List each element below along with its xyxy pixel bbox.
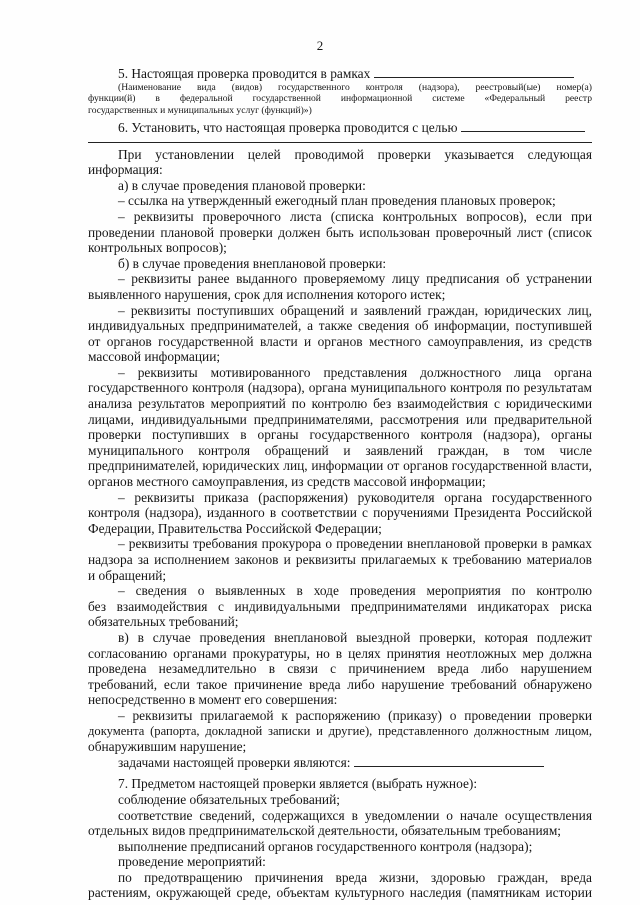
text-line: без взаимодействия с индивидуальными предпринимателями индикаторах риска bbox=[88, 598, 592, 614]
text-line: надзора за исполнением законов и реквизиты прилагаемых к требованию материалов bbox=[88, 552, 592, 568]
text-line: б) в случае проведения внеплановой проверки: bbox=[118, 255, 387, 271]
text-line: – ссылка на утвержденный ежегодный план проведения плановых проверок; bbox=[118, 193, 556, 209]
text-line: растениям, окружающей среде, объектам культурного наследия (памятникам истории bbox=[88, 885, 592, 901]
text-line: соответствие сведений, содержащихся в уведомлении о начале осуществления bbox=[118, 807, 592, 823]
page-number: 2 bbox=[316, 38, 324, 53]
text-line: отдельных видов предпринимательской деятельности, обязательным требованиям; bbox=[88, 823, 562, 839]
text-line: в) в случае проведения внеплановой выездной проверки, которая подлежит bbox=[118, 629, 592, 645]
tasks-line bbox=[88, 755, 592, 771]
footnote-line: функции(й) в федеральной государственной информационной системе «Федеральный реестр bbox=[88, 93, 592, 105]
text-line: – реквизиты приказа (распоряжения) руководителя органа государственного bbox=[118, 489, 592, 505]
text-line: проверки поступивших в органы государственного контроля (надзора), органы bbox=[88, 427, 592, 443]
text-line: контроля (надзора), изданного в соответствии с поручениями Президента Российской bbox=[88, 505, 592, 521]
text-line: согласованию органами прокуратуры, но в целях принятия неотложных мер должна bbox=[88, 645, 592, 661]
text-line: проведении плановой проверки должен быть использован проверочный лист (список bbox=[88, 224, 592, 240]
text-line: от органов государственной власти и органов местного самоуправления, из средств bbox=[88, 333, 592, 349]
blank-line bbox=[354, 756, 544, 767]
clause-6-line bbox=[88, 120, 592, 136]
text-line: непосредственно в момент его совершения: bbox=[88, 692, 338, 708]
clause-5-text: 5. Настоящая проверка проводится в рамках bbox=[118, 66, 371, 81]
text-line: предпринимателей, юридических лиц, информации от органов государственной власти, bbox=[88, 458, 592, 474]
footnote-line: (Наименование вида (видов) государственного контроля (надзора), реестровый(ые) номер(а) bbox=[118, 81, 592, 93]
text-line: по предотвращению причинения вреда жизни, здоровью граждан, вреда bbox=[118, 869, 592, 885]
text-line: государственного контроля (надзора), органа муниципального контроля по результатам bbox=[88, 380, 592, 396]
text-line: индивидуальных предпринимателей, а также сведения об информации, поступившей bbox=[88, 318, 592, 334]
text-line: – реквизиты требования прокурора о проведении внеплановой проверки в рамках bbox=[118, 536, 592, 552]
document-body bbox=[88, 66, 592, 901]
text-line: – реквизиты проверочного листа (списка контрольных вопросов), если при bbox=[118, 208, 592, 224]
text-line: органов местного самоуправления, из средств массовой информации; bbox=[88, 474, 486, 490]
clause-7-line: 7. Предметом настоящей проверки является (выбрать нужное): bbox=[118, 776, 478, 792]
text-line: Федерации, Правительства Российской Федерации; bbox=[88, 520, 382, 536]
tasks-text: задачами настоящей проверки являются: bbox=[118, 754, 351, 770]
text-line: – реквизиты мотивированного представления должностного лица органа bbox=[118, 364, 592, 380]
text-line: обнаружившим нарушение; bbox=[88, 739, 247, 755]
text-line: обязательных требований; bbox=[88, 614, 239, 630]
text-line: документа (рапорта, докладной записки и другие), представленного должностным лицом, bbox=[88, 723, 592, 738]
text-line: а) в случае проведения плановой проверки: bbox=[118, 177, 366, 193]
text-line: проведение мероприятий: bbox=[118, 854, 266, 870]
text-line: – реквизиты прилагаемой к распоряжению (приказу) о проведении проверки bbox=[118, 707, 592, 723]
blank-line bbox=[461, 121, 585, 132]
clause-6-text: 6. Установить, что настоящая проверка проводится с целью bbox=[118, 119, 458, 135]
text-line: и обращений; bbox=[88, 567, 167, 583]
text-line: При установлении целей проводимой проверки указывается следующая bbox=[118, 146, 592, 162]
text-line: – реквизиты ранее выданного проверяемому лицу предписания об устранении bbox=[118, 271, 592, 287]
text-line: соблюдение обязательных требований; bbox=[118, 791, 340, 807]
text-line: проведена незамедлительно в связи с причинением вреда либо нарушением bbox=[88, 661, 592, 677]
text-line: – сведения о выявленных в ходе проведения мероприятия по контролю bbox=[118, 583, 592, 599]
text-line: выявленного нарушения, срок для исполнения которого истек; bbox=[88, 286, 446, 302]
text-line: требований, если такое причинение вреда либо нарушение требований обнаружено bbox=[88, 676, 592, 692]
blank-line bbox=[374, 67, 574, 78]
text-line: лицами, индивидуальными предпринимателями, рассмотрения или предварительной bbox=[88, 411, 592, 427]
text-line: – реквизиты поступивших обращений и заявлений граждан, юридических лиц, bbox=[118, 302, 592, 318]
text-line: информация: bbox=[88, 162, 163, 178]
text-line: контрольных вопросов); bbox=[88, 240, 227, 256]
blank-rule bbox=[88, 142, 592, 143]
clause-5-line bbox=[88, 66, 592, 82]
text-line: выполнение предписаний органов государственного контроля (надзора); bbox=[118, 838, 533, 854]
text-line: анализа результатов мероприятий по контролю без взаимодействия с юридическими bbox=[88, 396, 592, 412]
text-line: массовой информации; bbox=[88, 349, 221, 365]
text-line: муниципального контроля обращений и заявлений граждан, в том числе bbox=[88, 442, 592, 458]
footnote-line: государственных и муниципальных услуг (функций)») bbox=[88, 105, 312, 117]
